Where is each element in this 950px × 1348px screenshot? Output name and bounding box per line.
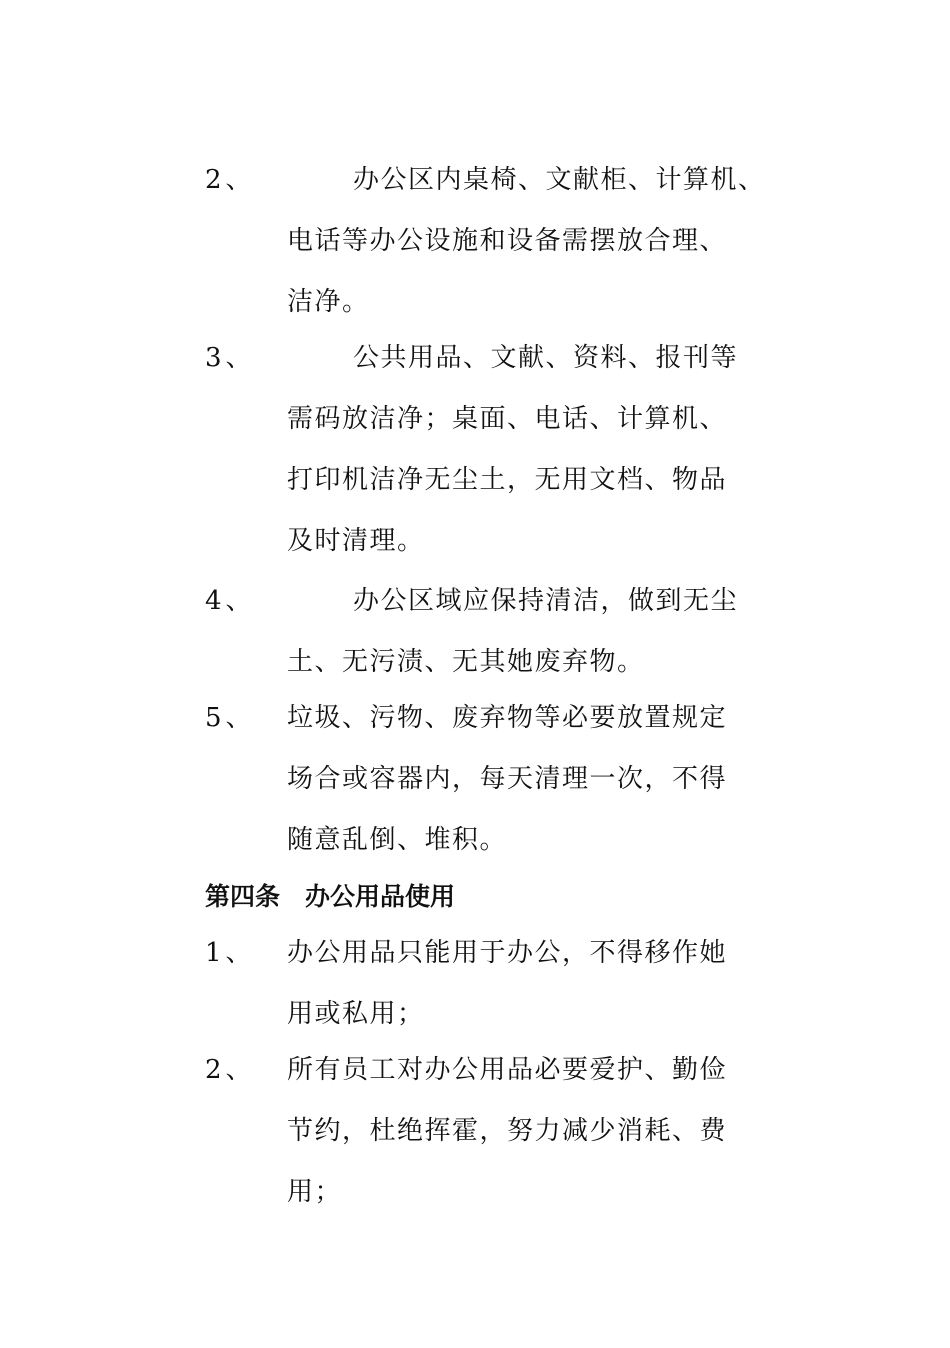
- item-number: 4、: [205, 586, 256, 616]
- item-text: [287, 328, 767, 572]
- section-heading: 第四条 办公用品使用: [205, 882, 456, 911]
- item-line: 打印机洁净无尘土，无用文档、物品: [287, 465, 728, 495]
- item-number: 5、: [205, 703, 256, 733]
- item-text: [287, 688, 767, 871]
- item-line: 办公区内桌椅、文献柜、计算机、: [353, 165, 766, 195]
- item-line: 所有员工对办公用品必要爱护、勤俭: [287, 1055, 728, 1085]
- item-number: 1、: [205, 938, 256, 968]
- item-text: [287, 923, 767, 1045]
- item-text: [287, 1040, 767, 1223]
- item-line: 办公用品只能用于办公，不得移作她: [287, 938, 728, 968]
- item-line: 需码放洁净；桌面、电话、计算机、: [287, 404, 728, 434]
- item-number: 2、: [205, 165, 256, 195]
- item-number: 3、: [205, 343, 256, 373]
- item-line: 用；: [287, 1177, 343, 1207]
- item-line: 随意乱倒、堆积。: [287, 825, 508, 855]
- item-number: 2、: [205, 1055, 256, 1085]
- item-line: 及时清理。: [287, 526, 425, 556]
- item-line: 节约，杜绝挥霍，努力减少消耗、费: [287, 1116, 728, 1146]
- item-text: [287, 571, 767, 693]
- item-line: 场合或容器内，每天清理一次，不得: [287, 764, 728, 794]
- item-line: 垃圾、污物、废弃物等必要放置规定: [287, 703, 728, 733]
- item-line: 办公区域应保持清洁，做到无尘: [353, 586, 739, 616]
- item-text: [287, 150, 767, 333]
- item-line: 用或私用；: [287, 999, 425, 1029]
- item-line: 洁净。: [287, 287, 370, 317]
- item-line: 土、无污渍、无其她废弃物。: [287, 647, 645, 677]
- item-line: 电话等办公设施和设备需摆放合理、: [287, 226, 728, 256]
- item-line: 公共用品、文献、资料、报刊等: [353, 343, 739, 373]
